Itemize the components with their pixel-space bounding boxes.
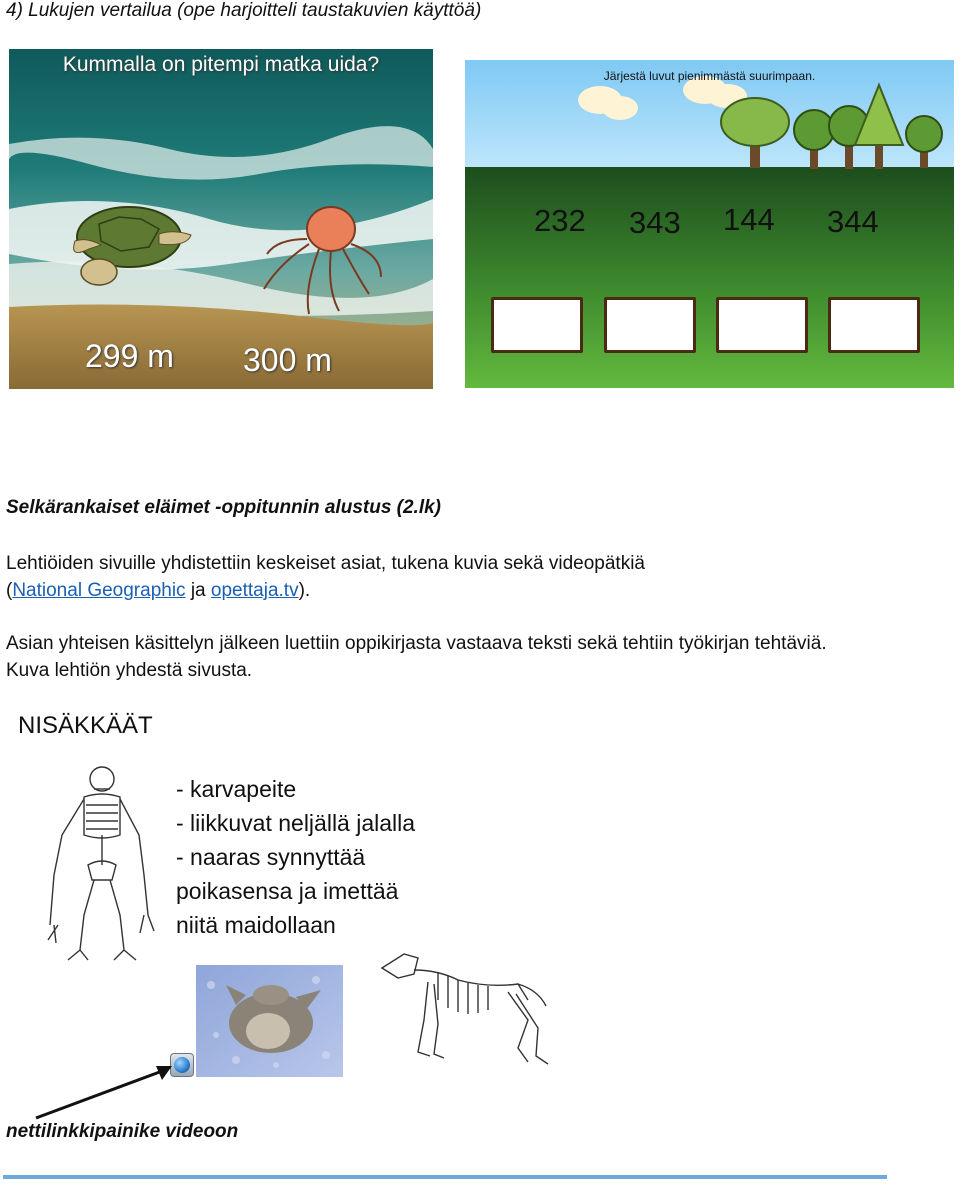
mammals-title: NISÄKKÄÄT: [18, 712, 153, 739]
ordering-instruction: Järjestä luvut pienimmästä suurimpaan.: [603, 69, 816, 83]
number-ordering-image: [465, 60, 954, 388]
section-title: 4) Lukujen vertailua (ope harjoitteli taustakuvien käyttöä): [6, 0, 482, 21]
octopus-distance: 300 m: [243, 342, 332, 378]
answer-box-3[interactable]: [716, 297, 808, 353]
arrow-to-link-button: [30, 1060, 180, 1122]
trait-item: - liikkuvat neljällä jalalla: [176, 810, 416, 836]
sea-question: Kummalla on pitempi matka uida?: [62, 53, 380, 76]
number-4: 344: [827, 204, 879, 239]
ape-skeleton-drawing: [44, 765, 159, 965]
lesson-paragraph-2: [6, 630, 956, 684]
bottom-divider: [3, 1175, 887, 1179]
sea-background: [9, 49, 433, 389]
answer-box-1[interactable]: [491, 297, 583, 353]
national-geographic-link[interactable]: National Geographic: [12, 580, 186, 601]
dog-skeleton-drawing: [378, 940, 553, 1080]
paragraph-1-text: Lehtiöiden sivuille yhdistettiin keskeiset asiat, tukena kuvia sekä videopätkiä: [6, 553, 645, 574]
and-text: ja: [185, 580, 211, 601]
mammals-traits-list: [176, 772, 415, 942]
paragraph-2-line-1: Asian yhteisen käsittelyn jälkeen luettiin oppikirjasta vastaava teksti sekä tehtiin työkirjan tehtäviä.: [6, 633, 827, 654]
answer-box-2[interactable]: [604, 297, 696, 353]
trait-item: - naaras synnyttää: [176, 844, 366, 870]
trait-item: niitä maidollaan: [176, 912, 336, 938]
number-1: 232: [534, 203, 586, 238]
answer-box-4[interactable]: [828, 297, 920, 353]
link-button-caption: nettilinkkipainike videoon: [6, 1121, 239, 1142]
sea-image: [9, 49, 433, 389]
kitten-photo: [196, 965, 343, 1077]
opettaja-tv-link[interactable]: opettaja.tv: [210, 580, 299, 601]
lesson-title: Selkärankaiset eläimet -oppitunnin alustus (2.lk): [6, 497, 442, 518]
lesson-paragraph-1: [6, 550, 956, 604]
number-3: 144: [723, 202, 775, 237]
paren-close: ).: [298, 580, 311, 601]
turtle-distance: 299 m: [85, 338, 174, 374]
trait-item: - karvapeite: [176, 776, 297, 802]
paragraph-2-line-2: Kuva lehtiön yhdestä sivusta.: [6, 660, 253, 681]
number-2: 343: [629, 205, 681, 240]
trait-item: poikasensa ja imettää: [176, 878, 399, 904]
paren-open: (: [6, 580, 13, 601]
